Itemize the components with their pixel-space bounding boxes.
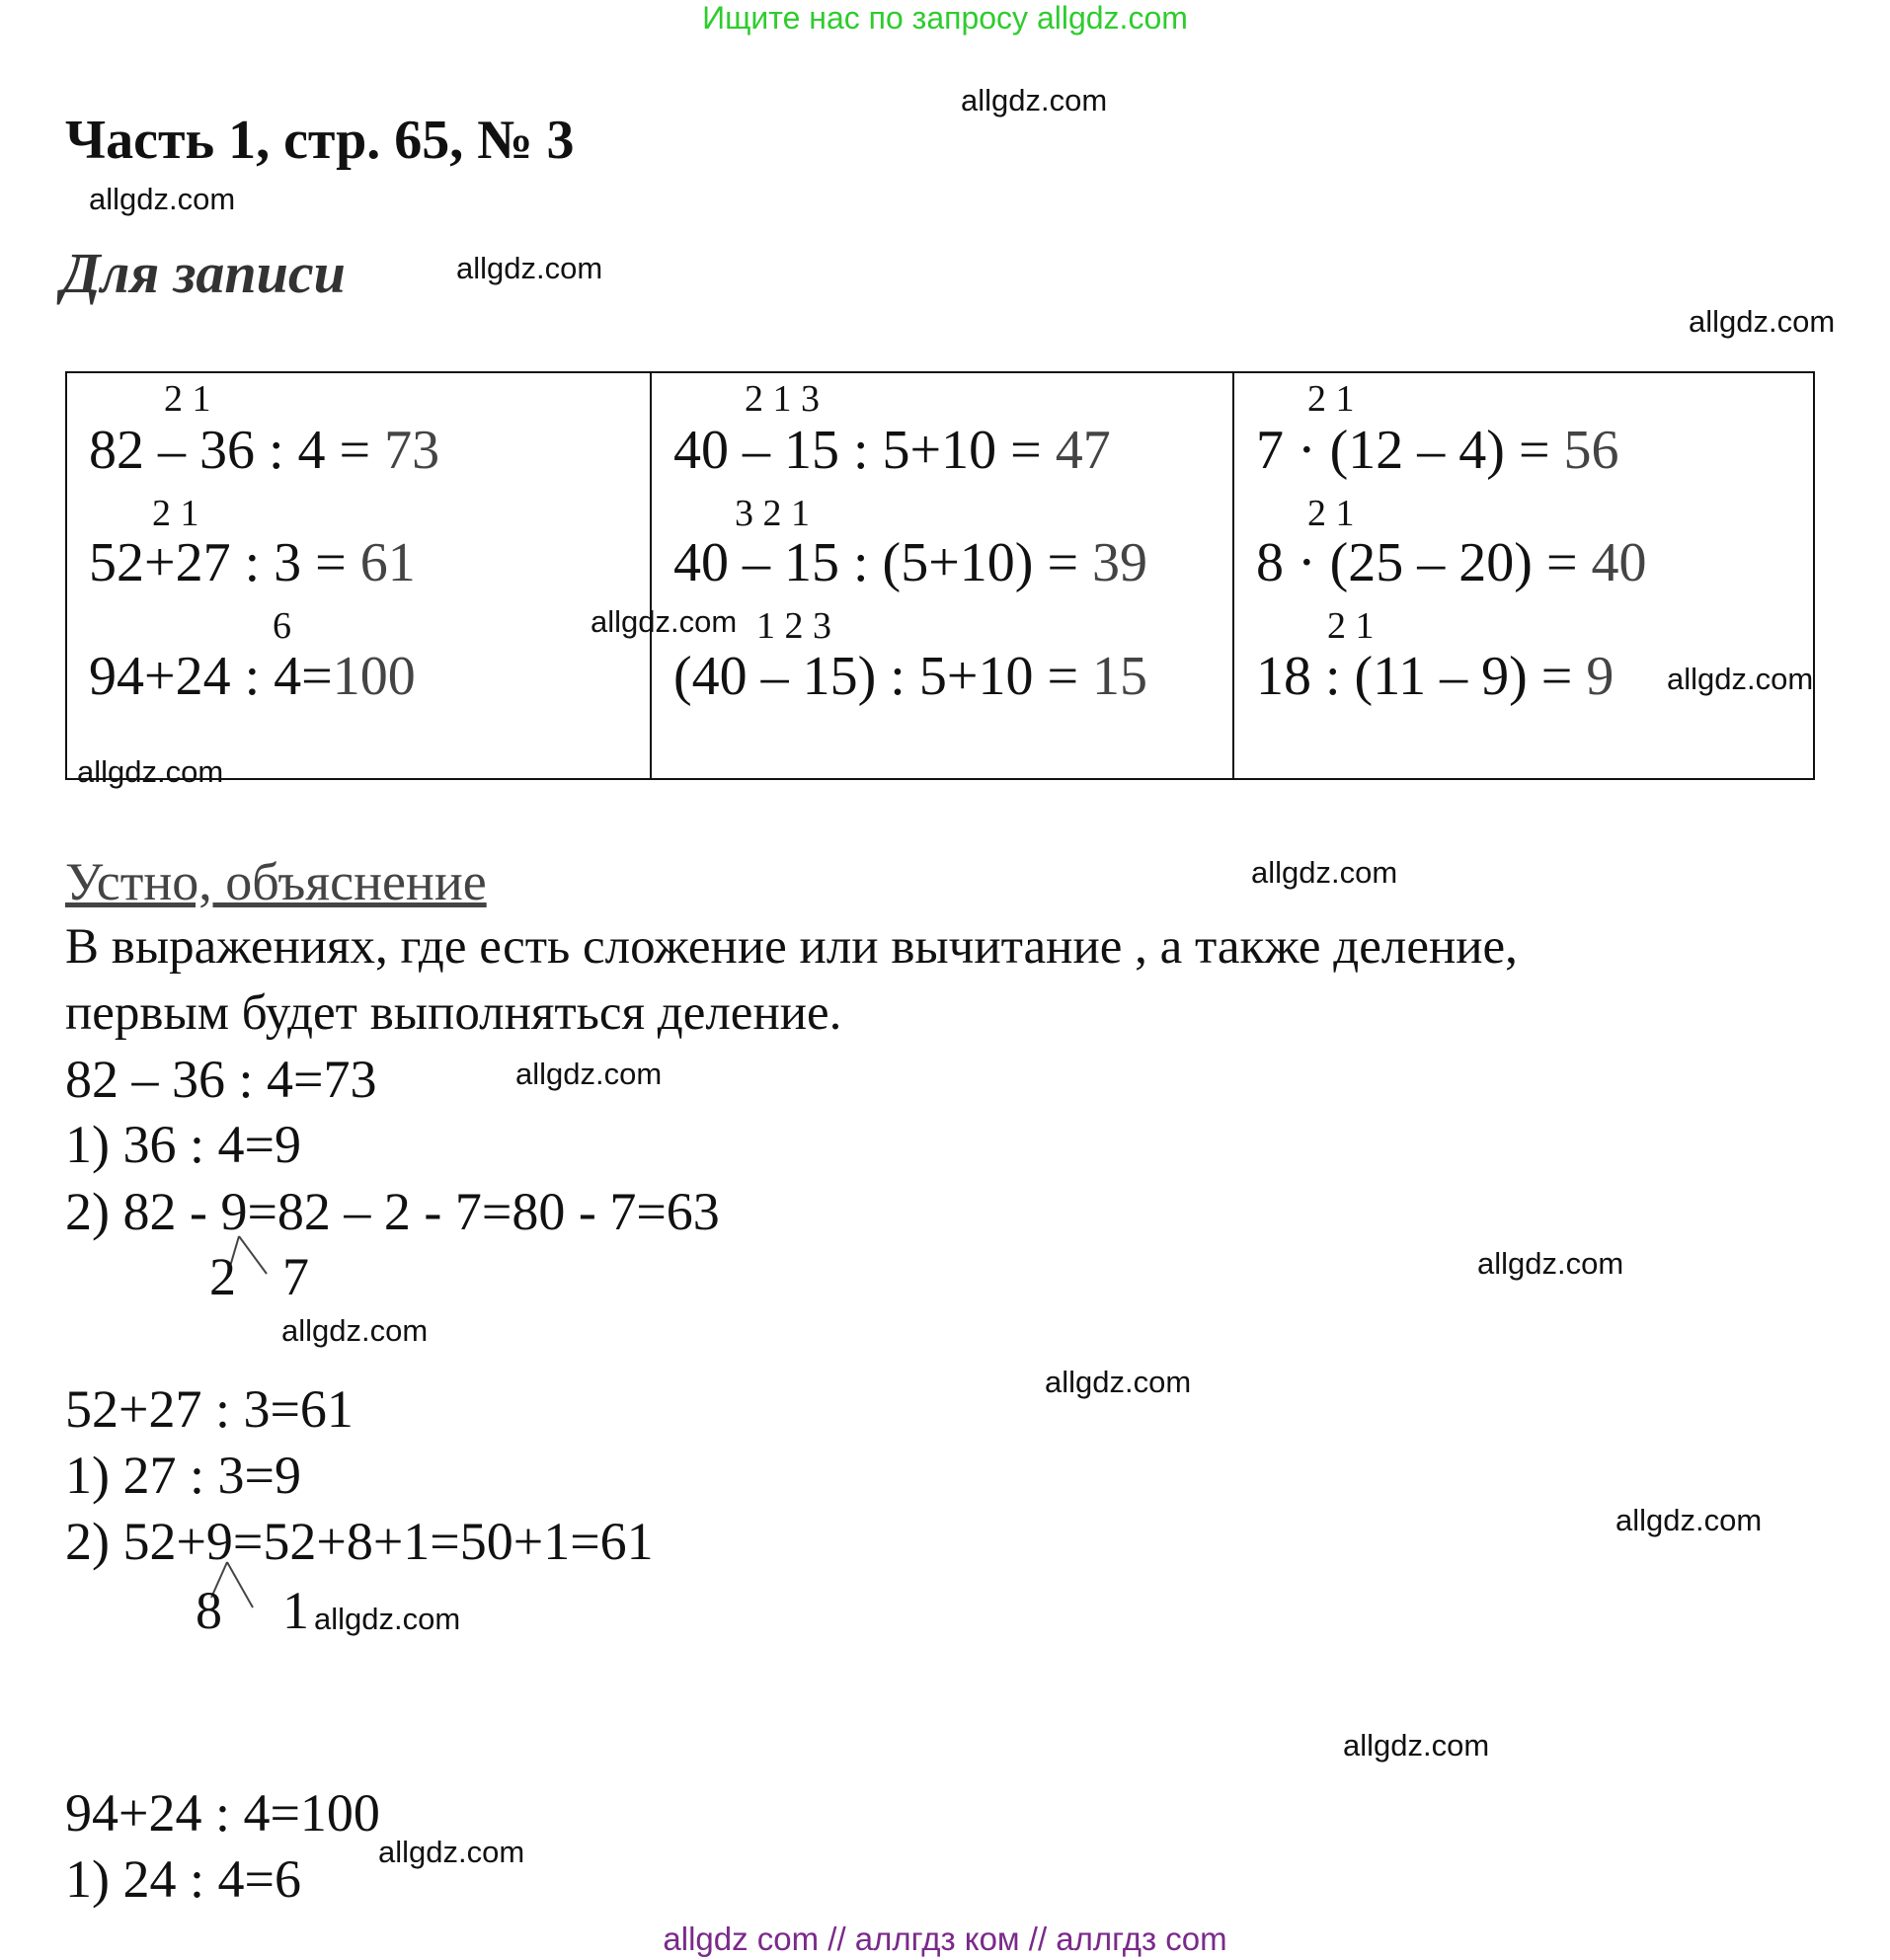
order-marks: 2 1 — [164, 378, 211, 420]
order-marks: 2 1 — [1307, 493, 1355, 534]
bottom-banner[interactable]: allgdz com // аллгдз ком // аллгдз com — [663, 1921, 1227, 1957]
split-digit: 8 — [196, 1581, 222, 1640]
table-answer: 15 — [1092, 646, 1148, 707]
solution-step: 1) 36 : 4=9 — [65, 1115, 301, 1174]
order-marks: 2 1 — [1307, 378, 1355, 420]
order-marks: 2 1 3 — [745, 378, 820, 420]
table-expression: 40 – 15 : 5+10 = 47 — [673, 420, 1111, 481]
watermark: allgdz.com — [456, 251, 603, 285]
table-answer: 39 — [1092, 532, 1148, 593]
table-expression: 18 : (11 – 9) = 9 — [1256, 646, 1614, 707]
solution-step: 1) 24 : 4=6 — [65, 1849, 301, 1909]
watermark: allgdz.com — [378, 1835, 525, 1869]
watermark: allgdz.com — [1251, 855, 1398, 890]
section-subtitle: Для записи — [61, 241, 346, 305]
expressions-table — [65, 371, 1815, 780]
solution-expression: 82 – 36 : 4=73 — [65, 1050, 377, 1109]
split-lines — [227, 1234, 286, 1284]
table-answer: 100 — [332, 646, 416, 707]
order-marks: 2 1 — [152, 493, 199, 534]
watermark: allgdz.com — [77, 754, 224, 789]
split-digit: 7 — [282, 1247, 309, 1306]
table-expression: 82 – 36 : 4 = 73 — [89, 420, 440, 481]
solution-step: 2) 52+9=52+8+1=50+1=61 — [65, 1512, 654, 1571]
table-expression: 7 · (12 – 4) = 56 — [1256, 420, 1619, 481]
split-digit: 2 — [209, 1247, 236, 1306]
solution-expression: 94+24 : 4=100 — [65, 1783, 380, 1842]
solution-step: 2) 82 - 9=82 – 2 - 7=80 - 7=63 — [65, 1182, 720, 1241]
table-answer: 73 — [384, 420, 440, 481]
page-title: Часть 1, стр. 65, № 3 — [65, 110, 575, 171]
table-answer: 47 — [1055, 420, 1111, 481]
watermark: allgdz.com — [1343, 1728, 1490, 1763]
split-digit: 1 — [282, 1581, 309, 1640]
order-marks: 2 1 — [1327, 605, 1375, 647]
watermark: allgdz.com — [281, 1313, 429, 1348]
watermark: allgdz.com — [314, 1602, 461, 1636]
watermark: allgdz.com — [515, 1057, 663, 1091]
watermark: allgdz.com — [1689, 304, 1836, 339]
order-marks: 1 2 3 — [756, 605, 831, 647]
explanation-line: первым будет выполняться деление. — [65, 985, 842, 1041]
oral-heading: Устно, объяснение — [65, 852, 487, 911]
order-marks: 3 2 1 — [735, 493, 810, 534]
solution-expression: 52+27 : 3=61 — [65, 1379, 354, 1439]
table-expression: 94+24 : 4=100 — [89, 646, 416, 707]
table-answer: 56 — [1563, 420, 1619, 481]
table-expression: 8 · (25 – 20) = 40 — [1256, 532, 1647, 593]
column-divider — [1232, 373, 1234, 778]
solution-step: 1) 27 : 3=9 — [65, 1446, 301, 1505]
top-banner[interactable]: Ищите нас по запросу allgdz.com — [702, 0, 1188, 36]
watermark: allgdz.com — [89, 182, 236, 216]
table-expression: 52+27 : 3 = 61 — [89, 532, 416, 593]
watermark: allgdz.com — [1045, 1365, 1192, 1399]
column-divider — [650, 373, 652, 778]
table-answer: 40 — [1591, 532, 1647, 593]
watermark: allgdz.com — [591, 604, 738, 639]
watermark: allgdz.com — [1615, 1503, 1763, 1537]
watermark: allgdz.com — [961, 83, 1108, 118]
table-expression: 40 – 15 : (5+10) = 39 — [673, 532, 1148, 593]
explanation-line: В выражениях, где есть сложение или вычитание , а также деление, — [65, 919, 1518, 975]
table-answer: 9 — [1586, 646, 1614, 707]
watermark: allgdz.com — [1667, 662, 1814, 696]
order-marks: 6 — [273, 605, 291, 647]
watermark: allgdz.com — [1477, 1246, 1624, 1281]
table-answer: 61 — [359, 532, 416, 593]
table-expression: (40 – 15) : 5+10 = 15 — [673, 646, 1148, 707]
